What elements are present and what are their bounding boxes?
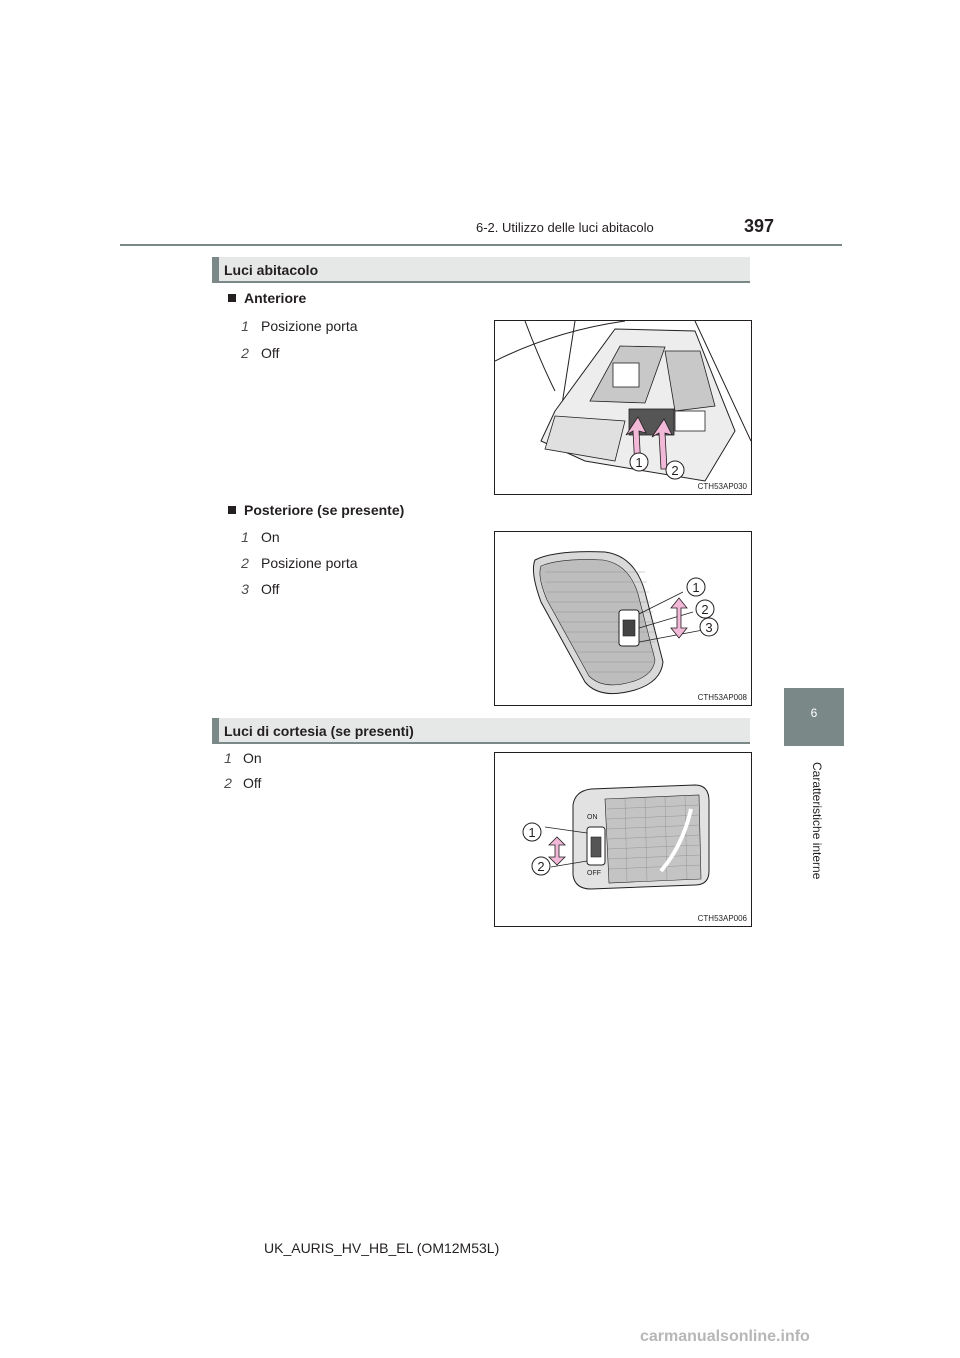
chapter-tab-number: 6 <box>810 706 818 720</box>
switch-off-label: OFF <box>587 870 601 877</box>
subheading-rear-text: Posteriore (se presente) <box>244 502 405 518</box>
figure-callout: 2 <box>671 463 679 478</box>
figure-front-light <box>494 320 752 495</box>
bullet-square-icon <box>228 506 236 514</box>
header-rule <box>120 244 842 246</box>
figure-callout: 3 <box>705 620 713 635</box>
figure-callout: 1 <box>635 455 643 470</box>
figure-callout: 1 <box>528 825 536 840</box>
subheading-front <box>228 290 306 306</box>
figure-callout: 2 <box>701 602 709 617</box>
item-text: Posizione porta <box>261 318 358 334</box>
figure-rear-light <box>494 531 752 706</box>
subheading-rear <box>228 502 404 518</box>
item-text: On <box>243 750 262 766</box>
section-title-courtesy-lights: Luci di cortesia (se presenti) <box>224 723 414 739</box>
item-text: Off <box>261 581 280 597</box>
item-number: 1 <box>241 318 249 334</box>
subheading-front-text: Anteriore <box>244 290 307 306</box>
item-text: Off <box>261 345 280 361</box>
item-number: 1 <box>224 750 232 766</box>
footer-model-code: UK_AURIS_HV_HB_EL (OM12M53L) <box>264 1240 500 1256</box>
item-number: 2 <box>241 345 249 361</box>
bullet-square-icon <box>228 294 236 302</box>
item-text: Posizione porta <box>261 555 358 571</box>
item-number: 1 <box>241 529 249 545</box>
front-light-illustration <box>495 321 751 494</box>
figure-code: CTH53AP008 <box>697 693 747 702</box>
figure-callout: 1 <box>692 580 700 595</box>
section-title-cabin-lights: Luci abitacolo <box>224 262 319 278</box>
watermark: carmanualsonline.info <box>640 1328 810 1345</box>
item-number: 3 <box>241 581 249 597</box>
item-number: 2 <box>241 555 249 571</box>
figure-code: CTH53AP006 <box>697 914 747 923</box>
courtesy-light-illustration <box>495 753 751 926</box>
chapter-tab-label: Caratteristiche interne <box>810 762 824 880</box>
rear-light-illustration <box>495 532 751 705</box>
figure-callout: 2 <box>537 859 545 874</box>
item-text: On <box>261 529 280 545</box>
switch-on-label: ON <box>587 814 598 821</box>
running-header: 6-2. Utilizzo delle luci abitacolo <box>476 220 654 235</box>
page-number: 397 <box>744 216 775 236</box>
item-text: Off <box>243 775 262 791</box>
figure-code: CTH53AP030 <box>697 482 747 491</box>
figure-courtesy-light <box>494 752 752 927</box>
item-number: 2 <box>224 775 232 791</box>
